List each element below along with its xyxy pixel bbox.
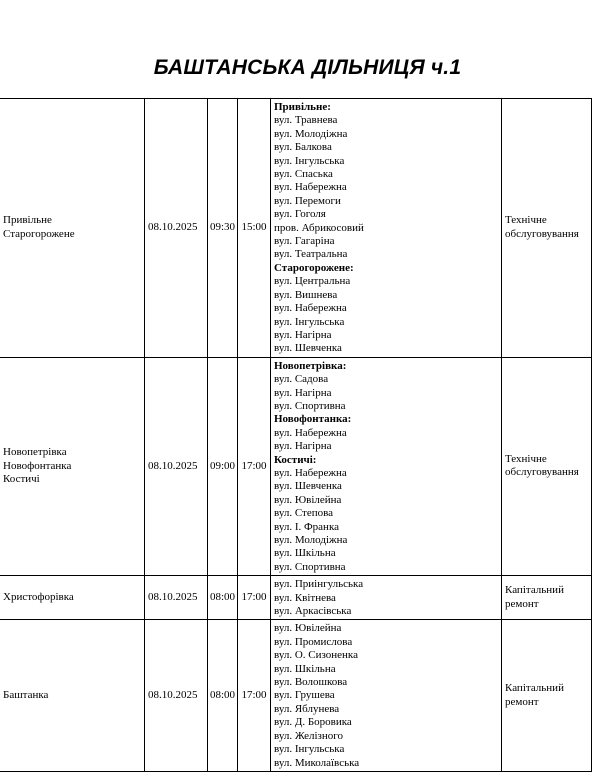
street-item: вул. Д. Боровика bbox=[274, 716, 352, 729]
settlements-cell bbox=[0, 357, 145, 576]
street-item: вул. Нагірна bbox=[274, 328, 332, 341]
reason-text: Капітальний bbox=[505, 682, 564, 695]
street-item: вул. Волошкова bbox=[274, 676, 348, 689]
reason-cell bbox=[502, 620, 592, 771]
reason-cell bbox=[502, 576, 592, 620]
street-item: вул. Ювілейна bbox=[274, 493, 342, 506]
street-item: вул. Садова bbox=[274, 373, 329, 386]
settlement-heading: Новопетрівка: bbox=[274, 359, 347, 372]
settlement-heading: Старогорожене: bbox=[274, 261, 354, 274]
start-time-cell: 08:00 bbox=[208, 620, 238, 771]
end-time-cell: 17:00 bbox=[238, 576, 271, 620]
street-item: вул. Промислова bbox=[274, 635, 353, 648]
street-item: вул. Інгульська bbox=[274, 315, 345, 328]
street-item: вул. Приінгульська bbox=[274, 578, 364, 591]
settlement-heading: Костичі: bbox=[274, 453, 317, 466]
street-item: вул. Спортивна bbox=[274, 399, 346, 412]
street-item: вул. Аркасівська bbox=[274, 605, 352, 618]
street-item: вул. Шевченка bbox=[274, 342, 342, 355]
reason-cell bbox=[502, 99, 592, 358]
street-item: вул. Шевченка bbox=[274, 480, 342, 493]
table-row bbox=[0, 357, 592, 576]
street-item: вул. Ювілейна bbox=[274, 622, 342, 635]
street-item: вул. Грушева bbox=[274, 689, 335, 702]
settlement-name-text: Христофорівка bbox=[3, 591, 74, 604]
reason-text: Технічне bbox=[505, 214, 547, 227]
end-time-cell: 15:00 bbox=[238, 99, 271, 358]
end-time-cell: 17:00 bbox=[238, 620, 271, 771]
street-item: вул. Набережна bbox=[274, 302, 347, 315]
reason-text: обслуговування bbox=[505, 466, 579, 479]
settlement-heading: Новофонтанка: bbox=[274, 413, 352, 426]
streets-cell bbox=[271, 99, 502, 358]
date-cell: 08.10.2025 bbox=[145, 357, 208, 576]
reason-text: обслуговування bbox=[505, 227, 579, 240]
street-item: вул. Молодіжна bbox=[274, 534, 348, 546]
start-time-cell: 09:00 bbox=[208, 357, 238, 576]
street-item: вул. Спаська bbox=[274, 168, 333, 181]
table-row bbox=[0, 99, 592, 358]
settlement-name-text: Привільне bbox=[3, 214, 52, 227]
street-item: вул. Шкільна bbox=[274, 547, 336, 560]
street-item: вул. Балкова bbox=[274, 141, 332, 154]
start-time-cell: 08:00 bbox=[208, 576, 238, 620]
reason-text: ремонт bbox=[505, 695, 539, 708]
settlement-name-text: Новофонтанка bbox=[3, 459, 72, 472]
street-item: вул. Миколаївська bbox=[274, 756, 360, 769]
street-item: вул. Набережна bbox=[274, 466, 347, 479]
table-row bbox=[0, 620, 592, 771]
street-item: вул. Желізного bbox=[274, 729, 344, 742]
street-item: вул. Центральна bbox=[274, 275, 351, 288]
street-item: вул. Гоголя bbox=[274, 208, 326, 221]
document-title: БАШТАНСЬКА ДІЛЬНИЦЯ ч.1 bbox=[153, 56, 462, 79]
streets-cell bbox=[271, 357, 502, 576]
street-item: вул. Набережна bbox=[274, 426, 347, 439]
end-time-cell: 17:00 bbox=[238, 357, 271, 576]
settlement-name-text: Баштанка bbox=[3, 688, 49, 701]
street-item: вул. Молодіжна bbox=[274, 127, 348, 140]
street-item: пров. Абрикосовий bbox=[274, 221, 364, 234]
reason-text: ремонт bbox=[505, 597, 539, 610]
start-time-cell: 09:30 bbox=[208, 99, 238, 358]
street-item: вул. Набережна bbox=[274, 181, 347, 194]
street-item: вул. І. Франка bbox=[274, 520, 340, 533]
settlement-name-text: Старогорожене bbox=[3, 227, 75, 240]
date-cell: 08.10.2025 bbox=[145, 99, 208, 358]
street-item: вул. Шкільна bbox=[274, 662, 336, 675]
streets-cell bbox=[271, 576, 502, 620]
street-item: вул. Нагірна bbox=[274, 386, 332, 399]
street-item: вул. Степова bbox=[274, 507, 334, 520]
street-item: вул. Спортивна bbox=[274, 560, 346, 573]
street-item: вул. Перемоги bbox=[274, 194, 341, 207]
street-item: вул. Інгульська bbox=[274, 743, 345, 756]
outage-schedule-table bbox=[0, 98, 592, 772]
street-item: вул. Травнева bbox=[274, 114, 338, 127]
street-item: вул. Квітнева bbox=[274, 591, 336, 604]
settlements-cell bbox=[0, 620, 145, 771]
street-item: вул. Гагаріна bbox=[274, 235, 335, 248]
reason-text: Технічне bbox=[505, 453, 547, 466]
street-item: вул. Інгульська bbox=[274, 154, 345, 167]
date-cell: 08.10.2025 bbox=[145, 576, 208, 620]
street-item: вул. Яблунева bbox=[274, 702, 340, 715]
reason-cell bbox=[502, 357, 592, 576]
table-row bbox=[0, 576, 592, 620]
settlement-name-text: Новопетрівка bbox=[3, 446, 67, 459]
street-item: вул. О. Сизоненка bbox=[274, 649, 358, 662]
date-cell: 08.10.2025 bbox=[145, 620, 208, 771]
street-item: вул. Театральна bbox=[274, 248, 348, 261]
settlement-heading: Привільне: bbox=[274, 101, 331, 113]
reason-text: Капітальний bbox=[505, 584, 564, 597]
street-item: вул. Вишнева bbox=[274, 288, 338, 301]
settlement-name-text: Костичі bbox=[3, 473, 40, 486]
streets-cell bbox=[271, 620, 502, 771]
settlements-cell bbox=[0, 576, 145, 620]
settlements-cell bbox=[0, 99, 145, 358]
street-item: вул. Нагірна bbox=[274, 440, 332, 453]
